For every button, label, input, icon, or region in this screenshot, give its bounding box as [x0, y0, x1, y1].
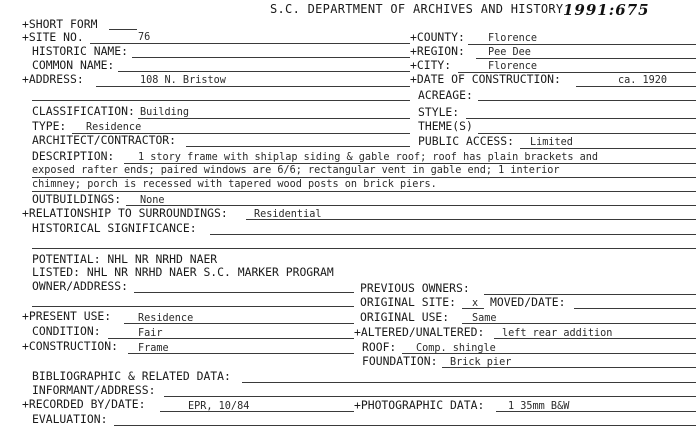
- address-value: 108 N. Bristow: [140, 75, 226, 86]
- roof-label: ROOF:: [362, 340, 397, 354]
- description-line-2: exposed rafter ends; paired windows are 6/6; rectangular vent in gable end; 1 interior: [32, 165, 560, 176]
- date-of-construction-value: ca. 1920: [618, 75, 668, 86]
- moved-date-label: MOVED/DATE:: [490, 295, 566, 309]
- informant-field[interactable]: [164, 396, 696, 397]
- moved-date-field[interactable]: [574, 308, 696, 309]
- description-field-line-3[interactable]: [32, 191, 696, 192]
- altered-field[interactable]: [494, 338, 696, 339]
- acreage-label: ACREAGE:: [418, 88, 473, 102]
- site-no-value: 76: [138, 32, 151, 43]
- condition-value: Fair: [138, 328, 163, 339]
- historical-significance-field-line-2[interactable]: [32, 248, 696, 249]
- original-use-field[interactable]: [462, 323, 696, 324]
- relationship-field[interactable]: [246, 219, 696, 220]
- acreage-field[interactable]: [478, 100, 696, 101]
- previous-owners-label: PREVIOUS OWNERS:: [360, 281, 470, 295]
- owner-address-label: OWNER/ADDRESS:: [32, 279, 129, 293]
- foundation-value: Brick pier: [450, 357, 512, 368]
- potential-row: POTENTIAL: NHL NR NRHD NAER: [32, 252, 218, 266]
- photographic-field[interactable]: [496, 411, 696, 412]
- recorded-by-value: EPR, 10/84: [188, 401, 250, 412]
- public-access-value: Limited: [530, 137, 573, 148]
- construction-field[interactable]: [128, 353, 354, 354]
- condition-label: CONDITION:: [32, 324, 101, 338]
- site-no-label: +SITE NO.: [22, 30, 84, 44]
- evaluation-label: EVALUATION:: [32, 412, 108, 426]
- altered-value: left rear addition: [502, 328, 613, 339]
- foundation-field[interactable]: [442, 367, 696, 368]
- evaluation-field[interactable]: [114, 425, 696, 426]
- date-of-construction-field[interactable]: [576, 86, 696, 87]
- present-use-label: +PRESENT USE:: [22, 309, 112, 323]
- present-use-value: Residence: [138, 313, 194, 324]
- themes-label: THEME(S): [418, 119, 473, 133]
- bibliographic-field[interactable]: [242, 382, 696, 383]
- address-label: +ADDRESS:: [22, 72, 84, 86]
- classification-value: Building: [140, 107, 190, 118]
- relationship-label: +RELATIONSHIP TO SURROUNDINGS:: [22, 206, 228, 220]
- description-line-3: chimney; porch is recessed with tapered wood posts on brick piers.: [32, 179, 437, 190]
- style-field[interactable]: [466, 118, 696, 119]
- description-line-1: 1 story frame with shiplap siding & gable roof; roof has plain brackets and: [138, 152, 599, 163]
- owner-address-field[interactable]: [134, 292, 354, 293]
- architect-field[interactable]: [186, 146, 410, 147]
- historical-significance-label: HISTORICAL SIGNIFICANCE:: [32, 221, 197, 235]
- listed-row: LISTED: NHL NR NRHD NAER S.C. MARKER PROGRAM: [32, 265, 334, 279]
- accession-number: 1991:675: [563, 1, 650, 19]
- owner-address-field-line-2[interactable]: [32, 306, 354, 307]
- informant-label: INFORMANT/ADDRESS:: [32, 383, 156, 397]
- roof-field[interactable]: [402, 353, 696, 354]
- region-field[interactable]: [476, 58, 696, 59]
- short-form-label: +SHORT FORM: [22, 17, 98, 31]
- original-site-label: ORIGINAL SITE:: [360, 295, 457, 309]
- public-access-field[interactable]: [520, 148, 696, 149]
- recorded-by-field[interactable]: [160, 411, 354, 412]
- photographic-value: 1 35mm B&W: [508, 401, 570, 412]
- region-label: +REGION:: [410, 44, 465, 58]
- foundation-label: FOUNDATION:: [362, 354, 438, 368]
- common-name-field[interactable]: [118, 71, 410, 72]
- type-label: TYPE:: [32, 119, 67, 133]
- altered-label: +ALTERED/UNALTERED:: [354, 325, 485, 339]
- outbuildings-label: OUTBUILDINGS:: [32, 192, 122, 206]
- recorded-by-label: +RECORDED BY/DATE:: [22, 397, 146, 411]
- city-value: Florence: [488, 61, 538, 72]
- description-field-line-2[interactable]: [32, 177, 696, 178]
- date-of-construction-label: +DATE OF CONSTRUCTION:: [410, 72, 561, 86]
- present-use-field[interactable]: [124, 323, 354, 324]
- historic-name-field[interactable]: [132, 57, 410, 58]
- site-no-field[interactable]: [90, 43, 410, 44]
- condition-field[interactable]: [108, 338, 354, 339]
- bibliographic-label: BIBLIOGRAPHIC & RELATED DATA:: [32, 369, 231, 383]
- original-use-label: ORIGINAL USE:: [360, 310, 450, 324]
- county-value: Florence: [488, 33, 538, 44]
- original-site-value: x: [472, 298, 479, 309]
- original-use-value: Same: [472, 313, 497, 324]
- public-access-label: PUBLIC ACCESS:: [418, 134, 515, 148]
- common-name-label: COMMON NAME:: [32, 58, 115, 72]
- county-label: +COUNTY:: [410, 30, 465, 44]
- roof-value: Comp. shingle: [416, 343, 496, 354]
- description-label: DESCRIPTION:: [32, 149, 115, 163]
- style-label: STYLE:: [418, 105, 460, 119]
- classification-label: CLASSIFICATION:: [32, 104, 135, 118]
- city-label: +CITY:: [410, 58, 452, 72]
- photographic-label: +PHOTOGRAPHIC DATA:: [354, 398, 485, 412]
- historical-significance-field[interactable]: [210, 234, 696, 235]
- classification-field[interactable]: [138, 118, 410, 119]
- original-site-field[interactable]: [462, 308, 484, 309]
- construction-label: +CONSTRUCTION:: [22, 339, 119, 353]
- outbuildings-value: None: [140, 195, 165, 206]
- type-value: Residence: [86, 122, 142, 133]
- address-field[interactable]: [96, 86, 410, 87]
- relationship-value: Residential: [254, 209, 322, 220]
- architect-label: ARCHITECT/CONTRACTOR:: [32, 133, 177, 147]
- county-field[interactable]: [468, 44, 696, 45]
- description-field-line-1[interactable]: [124, 163, 696, 164]
- region-value: Pee Dee: [488, 47, 531, 58]
- historic-name-label: HISTORIC NAME:: [32, 44, 129, 58]
- form-title: S.C. DEPARTMENT OF ARCHIVES AND HISTORY: [270, 2, 564, 16]
- address-continuation-line[interactable]: [32, 100, 410, 101]
- short-form-field[interactable]: [109, 29, 137, 30]
- construction-value: Frame: [138, 343, 169, 354]
